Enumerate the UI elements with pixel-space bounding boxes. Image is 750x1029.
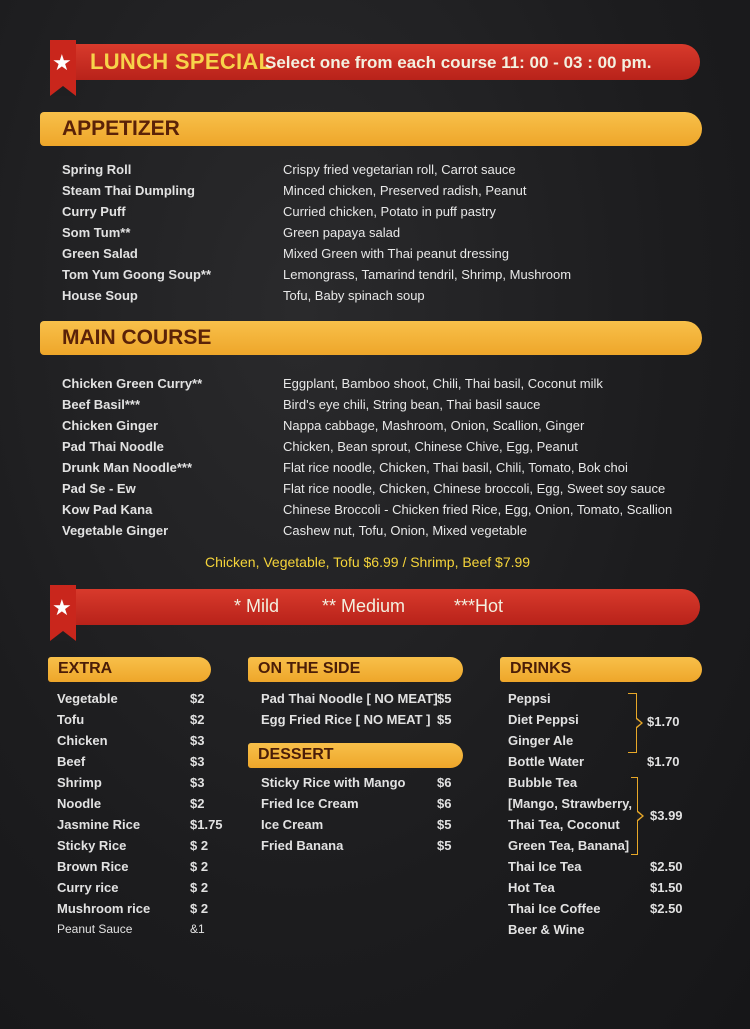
main-course-price-line: Chicken, Vegetable, Tofu $6.99 / Shrimp, Beef $7.99 xyxy=(205,554,531,570)
menu-item-desc: Tofu, Baby spinach soup xyxy=(283,288,425,303)
on-the-side-header xyxy=(248,657,463,682)
extra-item-name: Chicken xyxy=(57,733,108,748)
menu-item-name: Chicken Green Curry** xyxy=(62,376,203,391)
spice-legend-banner xyxy=(50,589,700,625)
menu-item-name: Tom Yum Goong Soup** xyxy=(62,267,212,282)
on-the-side-title: ON THE SIDE xyxy=(258,660,361,677)
menu-item-desc: Cashew nut, Tofu, Onion, Mixed vegetable xyxy=(283,523,528,538)
menu-item-desc: Mixed Green with Thai peanut dressing xyxy=(283,246,509,261)
side-item-price: $5 xyxy=(437,691,452,706)
legend-medium: ** Medium xyxy=(322,596,406,616)
menu-item-name: Kow Pad Kana xyxy=(62,502,153,517)
extra-header xyxy=(48,657,211,682)
extra-item-name: Curry rice xyxy=(57,880,119,895)
water-price: $1.70 xyxy=(647,754,680,769)
lunch-special-banner xyxy=(50,44,700,80)
side-item-price: $5 xyxy=(437,712,452,727)
soda-price: $1.70 xyxy=(647,714,680,729)
menu-item-name: Steam Thai Dumpling xyxy=(62,183,195,198)
dessert-item-name: Ice Cream xyxy=(261,817,324,832)
menu-item-name: Pad Se - Ew xyxy=(62,481,136,496)
extra-item-price: $ 2 xyxy=(190,838,209,853)
drink-item-name: Beer & Wine xyxy=(508,922,585,937)
hot-tea-price: $1.50 xyxy=(650,880,683,895)
dessert-item-name: Fried Ice Cream xyxy=(261,796,359,811)
star-icon: ★ xyxy=(52,50,72,75)
main-course-header xyxy=(40,321,702,355)
bubble-tea-price: $3.99 xyxy=(650,808,683,823)
menu-item-desc: Chinese Broccoli - Chicken fried Rice, Egg, Onion, Tomato, Scallion xyxy=(283,502,673,517)
lunch-special-title: LUNCH SPECIAL xyxy=(90,49,273,74)
extra-item-name: Peanut Sauce xyxy=(57,922,133,936)
extra-item-price: $2 xyxy=(190,691,205,706)
drink-item-name: Peppsi xyxy=(508,691,551,706)
extra-item-name: Mushroom rice xyxy=(57,901,151,916)
extra-item-price: $2 xyxy=(190,796,205,811)
extra-item-price: $3 xyxy=(190,733,205,748)
side-item-name: Pad Thai Noodle [ NO MEAT] xyxy=(261,691,438,706)
drink-item-name: Green Tea, Banana] xyxy=(508,838,630,853)
extra-item-name: Vegetable xyxy=(57,691,118,706)
menu-item-name: Pad Thai Noodle xyxy=(62,439,164,454)
drink-item-name: [Mango, Strawberry, xyxy=(508,796,633,811)
menu-item-name: Beef Basil*** xyxy=(62,397,141,412)
extra-item-name: Noodle xyxy=(57,796,102,811)
drink-item-name: Hot Tea xyxy=(508,880,555,895)
menu-item-name: Chicken Ginger xyxy=(62,418,159,433)
menu-item-name: Vegetable Ginger xyxy=(62,523,169,538)
menu-item-desc: Green papaya salad xyxy=(283,225,401,240)
dessert-item-name: Sticky Rice with Mango xyxy=(261,775,406,790)
drink-item-name: Ginger Ale xyxy=(508,733,574,748)
menu-item-name: House Soup xyxy=(62,288,138,303)
thai-ice-tea-price: $2.50 xyxy=(650,859,683,874)
appetizer-header xyxy=(40,112,702,146)
legend-hot: ***Hot xyxy=(454,596,504,616)
soda-brace xyxy=(628,693,637,753)
menu-item-desc: Minced chicken, Preserved radish, Peanut xyxy=(283,183,527,198)
legend-mild: * Mild xyxy=(234,596,280,616)
lunch-special-subtitle: Select one from each course 11: 00 - 03 : 00 pm. xyxy=(265,53,652,72)
extra-item-name: Shrimp xyxy=(57,775,102,790)
menu-item-name: Curry Puff xyxy=(62,204,126,219)
menu-item-name: Spring Roll xyxy=(62,162,132,177)
appetizer-title: APPETIZER xyxy=(62,117,180,140)
dessert-item-price: $6 xyxy=(437,796,452,811)
drink-item-name: Thai Ice Coffee xyxy=(508,901,601,916)
bubble-tea-brace xyxy=(631,777,638,855)
drinks-header xyxy=(500,657,702,682)
menu-item-name: Drunk Man Noodle*** xyxy=(62,460,193,475)
extra-item-name: Brown Rice xyxy=(57,859,129,874)
menu-item-desc: Bird's eye chili, String bean, Thai basil sauce xyxy=(283,397,541,412)
dessert-item-name: Fried Banana xyxy=(261,838,344,853)
extra-item-price: $ 2 xyxy=(190,859,209,874)
extra-item-price: $1.75 xyxy=(190,817,223,832)
dessert-header xyxy=(248,743,463,768)
extra-item-price: $3 xyxy=(190,775,205,790)
extra-item-price: $ 2 xyxy=(190,901,209,916)
menu-item-desc: Curried chicken, Potato in puff pastry xyxy=(283,204,496,219)
menu-item-desc: Crispy fried vegetarian roll, Carrot sauce xyxy=(283,162,516,177)
extra-item-name: Sticky Rice xyxy=(57,838,127,853)
extra-item-price: &1 xyxy=(190,922,205,936)
menu-item-desc: Chicken, Bean sprout, Chinese Chive, Egg, Peanut xyxy=(283,439,578,454)
main-course-title: MAIN COURSE xyxy=(62,326,212,349)
side-item-name: Egg Fried Rice [ NO MEAT ] xyxy=(261,712,431,727)
extra-item-price: $2 xyxy=(190,712,205,727)
drink-item-name: Bottle Water xyxy=(508,754,585,769)
star-icon: ★ xyxy=(52,595,72,620)
extra-item-name: Jasmine Rice xyxy=(57,817,141,832)
menu-item-desc: Flat rice noodle, Chicken, Thai basil, Chili, Tomato, Bok choi xyxy=(283,460,628,475)
dessert-item-price: $5 xyxy=(437,838,452,853)
extra-title: EXTRA xyxy=(58,660,113,677)
drink-item-name: Bubble Tea xyxy=(508,775,578,790)
extra-item-price: $3 xyxy=(190,754,205,769)
extra-item-price: $ 2 xyxy=(190,880,209,895)
drink-item-name: Thai Ice Tea xyxy=(508,859,582,874)
drink-item-name: Thai Tea, Coconut xyxy=(508,817,620,832)
dessert-item-price: $5 xyxy=(437,817,452,832)
drinks-title: DRINKS xyxy=(510,660,572,677)
dessert-item-price: $6 xyxy=(437,775,452,790)
menu-item-name: Som Tum** xyxy=(62,225,131,240)
extra-item-name: Beef xyxy=(57,754,86,769)
extra-item-name: Tofu xyxy=(57,712,85,727)
menu-item-desc: Eggplant, Bamboo shoot, Chili, Thai basil, Coconut milk xyxy=(283,376,603,391)
thai-ice-coffee-price: $2.50 xyxy=(650,901,683,916)
dessert-title: DESSERT xyxy=(258,746,334,763)
menu-item-name: Green Salad xyxy=(62,246,138,261)
drink-item-name: Diet Peppsi xyxy=(508,712,579,727)
menu-item-desc: Flat rice noodle, Chicken, Chinese broccoli, Egg, Sweet soy sauce xyxy=(283,481,666,496)
menu-item-desc: Lemongrass, Tamarind tendril, Shrimp, Mushroom xyxy=(283,267,572,282)
menu-item-desc: Nappa cabbage, Mashroom, Onion, Scallion, Ginger xyxy=(283,418,585,433)
